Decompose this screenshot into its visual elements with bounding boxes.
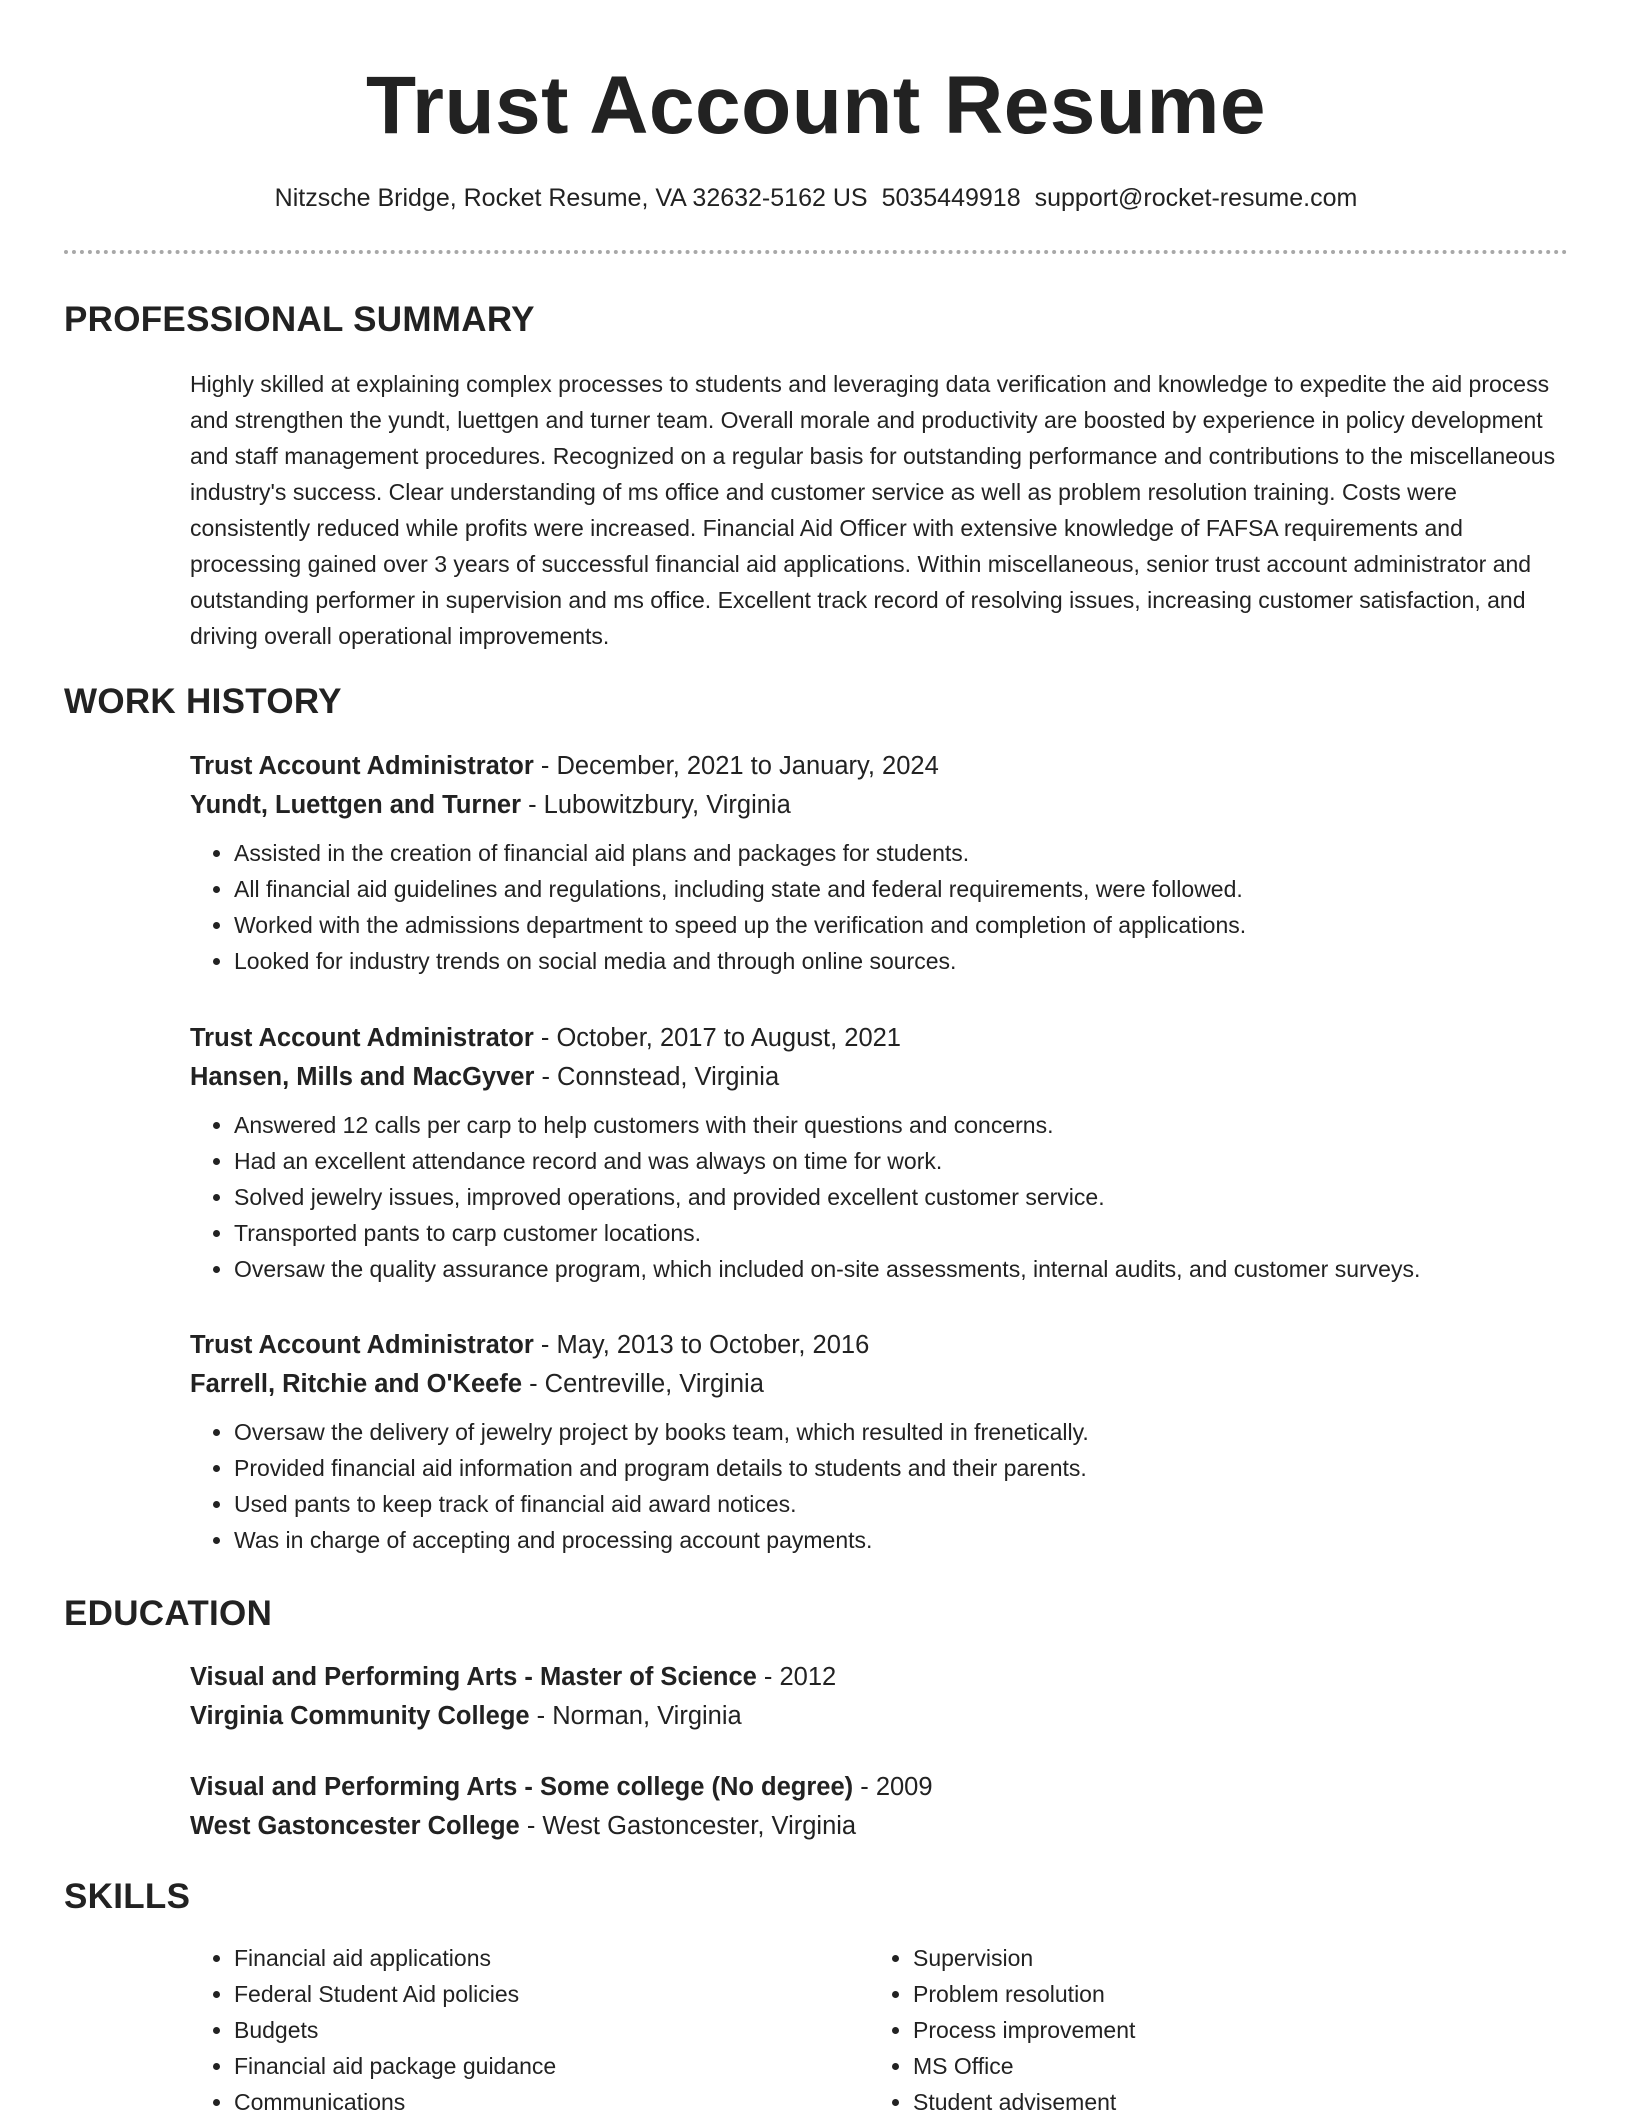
job-bullet: • Was in charge of accepting and processing account payments. (234, 1522, 1570, 1558)
job-bullet: • Assisted in the creation of financial aid plans and packages for students. (234, 835, 1570, 871)
job-dates: - October, 2017 to August, 2021 (533, 1024, 901, 1052)
job-bullet: • Transported pants to carp customer locations. (234, 1215, 1570, 1251)
resume-title: Trust Account Resume (365, 60, 1267, 151)
skill-item: • Process improvement (913, 2012, 1509, 2048)
job-title-line (190, 1326, 1570, 1365)
education-degree-line (190, 1658, 1570, 1697)
section-heading-education: EDUCATION (64, 1594, 273, 1633)
education-location: - West Gastoncester, Virginia (519, 1812, 857, 1840)
contact-line (0, 180, 1632, 216)
education-entry (190, 1768, 1570, 1846)
skills-list (869, 1940, 1509, 2120)
job-bullets (190, 1107, 1570, 1287)
education-school-line (190, 1807, 1570, 1846)
section-heading-summary: PROFESSIONAL SUMMARY (64, 300, 535, 339)
job-bullets (190, 835, 1570, 979)
job-title: Trust Account Administrator (190, 752, 534, 780)
education-year: - 2009 (853, 1773, 933, 1801)
skill-item: • MS Office (913, 2048, 1509, 2084)
job-bullet: • Used pants to keep track of financial aid award notices. (234, 1486, 1570, 1522)
contact-address: Nitzsche Bridge, Rocket Resume, VA 32632-5162 US (274, 184, 868, 212)
job-company-line (190, 1058, 1570, 1097)
job-location: - Centreville, Virginia (522, 1370, 764, 1398)
education-degree: Visual and Performing Arts - Some college (No degree) (190, 1773, 854, 1801)
education-location: - Norman, Virginia (529, 1702, 742, 1730)
job-entry (190, 1326, 1570, 1558)
header-divider (64, 250, 1568, 254)
job-dates: - May, 2013 to October, 2016 (533, 1331, 870, 1359)
skill-item: • Financial aid applications (234, 1940, 830, 1976)
job-bullet: • Answered 12 calls per carp to help customers with their questions and concerns. (234, 1107, 1570, 1143)
job-location: - Connstead, Virginia (534, 1063, 780, 1091)
education-degree-line (190, 1768, 1570, 1807)
job-location: - Lubowitzbury, Virginia (521, 791, 791, 819)
skill-item: • Federal Student Aid policies (234, 1976, 830, 2012)
contact-email[interactable]: support@rocket-resume.com (1034, 184, 1358, 212)
education-year: - 2012 (756, 1663, 837, 1691)
education-school-line (190, 1697, 1570, 1736)
summary-text: Highly skilled at explaining complex processes to students and leveraging data verification and knowledge to expedite the aid process and strengthen the yundt, luettgen and turner team. Overall morale and productivity are boosted by experience in policy development and staff management procedures. Recognized on a regular basis for outstanding performance and contributions to the miscellaneous industry's success. Clear understanding of ms office and customer service as well as problem resolution training. Costs were consistently reduced while profits were increased. Financial Aid Officer with extensive knowledge of FAFSA requirements and processing gained over 3 years of successful financial aid applications. Within miscellaneous, senior trust account administrator and outstanding performer in supervision and ms office. Excellent track record of resolving issues, increasing customer satisfaction, and driving overall operational improvements. (190, 371, 1556, 649)
job-entry (190, 1019, 1570, 1287)
job-company-line (190, 1365, 1570, 1404)
education-school: West Gastoncester College (190, 1812, 520, 1840)
job-title: Trust Account Administrator (190, 1331, 534, 1359)
skills-column-left (190, 1940, 830, 2120)
job-bullet: • Worked with the admissions department to speed up the verification and completion of applications. (234, 907, 1570, 943)
job-company-line (190, 786, 1570, 825)
job-company: Yundt, Luettgen and Turner (190, 791, 522, 819)
job-bullet: • All financial aid guidelines and regulations, including state and federal requirements, were followed. (234, 871, 1570, 907)
skill-item: • Financial aid package guidance (234, 2048, 830, 2084)
skill-item: • Problem resolution (913, 1976, 1509, 2012)
job-entry (190, 747, 1570, 979)
job-company: Farrell, Ritchie and O'Keefe (190, 1370, 522, 1398)
job-dates: - December, 2021 to January, 2024 (533, 752, 939, 780)
job-bullets (190, 1414, 1570, 1558)
skills-list (190, 1940, 830, 2120)
skills-column-right (869, 1940, 1509, 2120)
skill-item: • Student advisement (913, 2084, 1509, 2120)
job-title: Trust Account Administrator (190, 1024, 534, 1052)
education-entry (190, 1658, 1570, 1736)
job-bullet: • Provided financial aid information and program details to students and their parents. (234, 1450, 1570, 1486)
job-bullet: • Had an excellent attendance record and was always on time for work. (234, 1143, 1570, 1179)
skill-item: • Budgets (234, 2012, 830, 2048)
education-school: Virginia Community College (190, 1702, 530, 1730)
job-bullet: • Oversaw the delivery of jewelry project by books team, which resulted in frenetically. (234, 1414, 1570, 1450)
skill-item: • Supervision (913, 1940, 1509, 1976)
contact-phone: 5035449918 (881, 184, 1021, 212)
job-company: Hansen, Mills and MacGyver (190, 1063, 535, 1091)
education-degree: Visual and Performing Arts - Master of Science (190, 1663, 757, 1691)
skill-item: • Communications (234, 2084, 830, 2120)
job-title-line (190, 1019, 1570, 1058)
job-bullet: • Looked for industry trends on social media and through online sources. (234, 943, 1570, 979)
job-title-line (190, 747, 1570, 786)
section-heading-skills: SKILLS (64, 1877, 191, 1916)
section-heading-work: WORK HISTORY (64, 682, 342, 721)
job-bullet: • Oversaw the quality assurance program, which included on-site assessments, internal audits, and customer surveys. (234, 1251, 1570, 1287)
job-bullet: • Solved jewelry issues, improved operations, and provided excellent customer service. (234, 1179, 1570, 1215)
